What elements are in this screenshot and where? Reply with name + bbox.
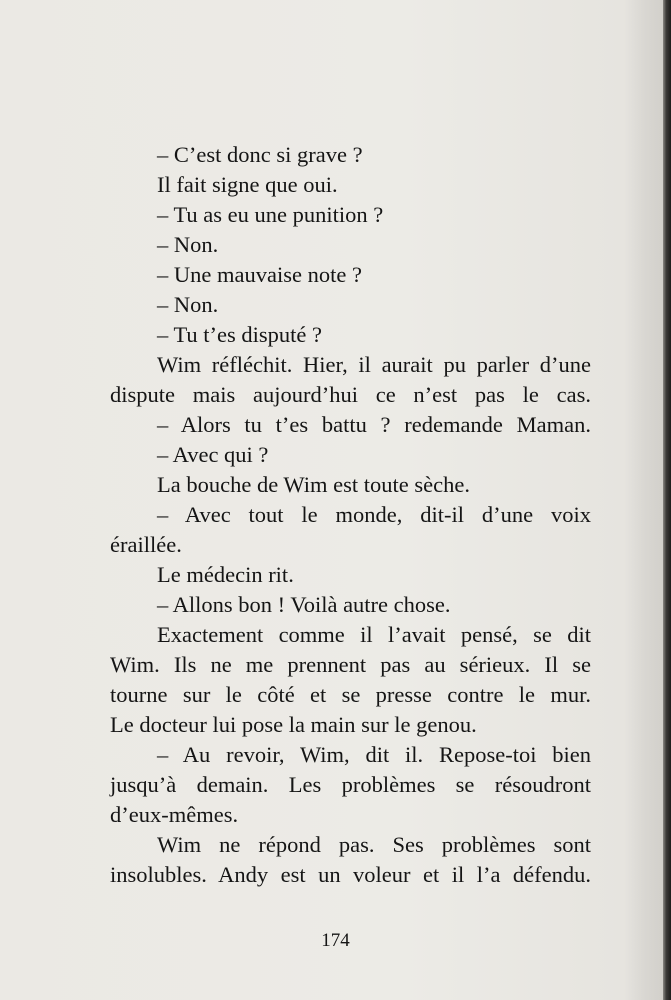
text-line: – Tu as eu une punition ? — [157, 202, 384, 227]
text-line: éraillée. — [110, 532, 182, 557]
text-line: Il fait signe que oui. — [157, 172, 338, 197]
text-line: jusqu’à demain. Les problèmes se résoudront — [110, 772, 591, 797]
text-line: – Avec tout le monde, dit-il d’une voix — [157, 502, 591, 527]
text-line: La bouche de Wim est toute sèche. — [157, 472, 470, 497]
text-line: – Au revoir, Wim, dit il. Repose-toi bien — [157, 742, 591, 767]
text-line: dispute mais aujourd’hui ce n’est pas le cas. — [110, 382, 591, 407]
text-line: Wim ne répond pas. Ses problèmes sont — [157, 832, 591, 857]
page-number: 174 — [321, 930, 350, 951]
text-line: insolubles. Andy est un voleur et il l’a défendu. — [110, 862, 591, 887]
text-line: Wim réfléchit. Hier, il aurait pu parler d’une — [157, 352, 591, 377]
text-line: Le médecin rit. — [157, 562, 294, 587]
page-text — [110, 140, 591, 890]
text-line: – Une mauvaise note ? — [157, 262, 362, 287]
text-line: – Alors tu t’es battu ? redemande Maman. — [157, 412, 591, 437]
text-line: – Avec qui ? — [157, 442, 269, 467]
text-line: – Non. — [157, 232, 219, 257]
text-line: – Non. — [157, 292, 219, 317]
text-line: – C’est donc si grave ? — [157, 142, 363, 167]
text-line: – Tu t’es disputé ? — [157, 322, 323, 347]
text-line: Le docteur lui pose la main sur le genou. — [110, 712, 477, 737]
book-spine-shadow — [663, 0, 671, 1000]
text-line: tourne sur le côté et se presse contre le mur. — [110, 682, 591, 707]
text-line: – Allons bon ! Voilà autre chose. — [157, 592, 451, 617]
text-line: d’eux-mêmes. — [110, 802, 239, 827]
text-line: Exactement comme il l’avait pensé, se dit — [157, 622, 591, 647]
text-line: Wim. Ils ne me prennent pas au sérieux. Il se — [110, 652, 591, 677]
